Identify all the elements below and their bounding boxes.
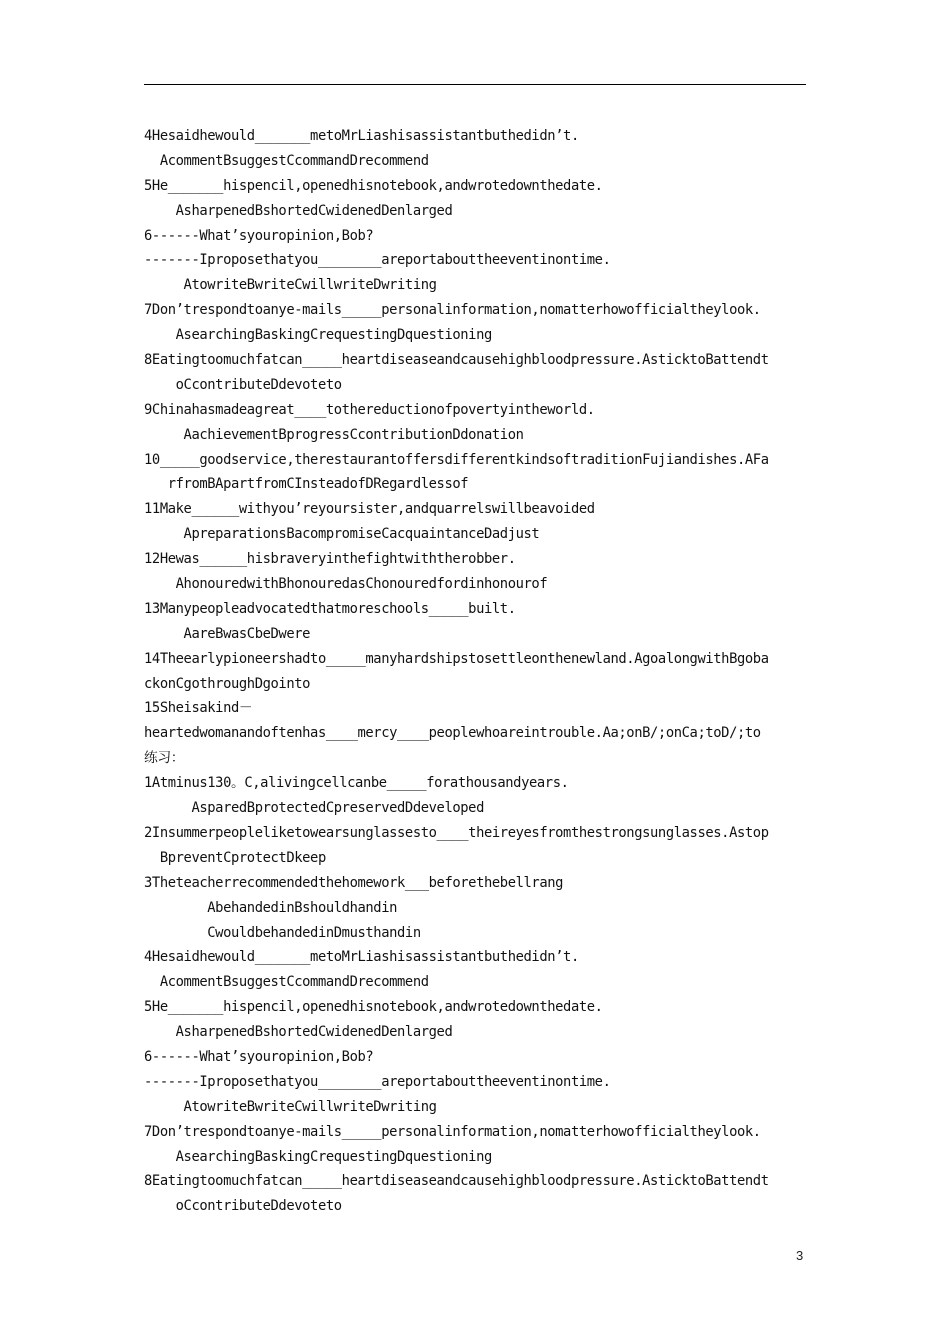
- text-line: 5He_______hispencil,openedhisnotebook,andwrotedownthedate.: [144, 177, 603, 194]
- text-line: 8Eatingtoomuchfatcan_____heartdiseaseandcausehighbloodpressure.AsticktoBattendt: [144, 1173, 769, 1190]
- text-line: 练习：: [144, 750, 185, 767]
- text-line: 4Hesaidhewould_______metoMrLiashisassistantbuthedidn’t.: [144, 128, 579, 144]
- text-line: BpreventCprotectDkeep: [144, 849, 326, 866]
- text-line: 4Hesaidhewould_______metoMrLiashisassistantbuthedidn’t.: [144, 949, 579, 966]
- text-line: AsharpenedBshortedCwidenedDenlarged: [144, 1024, 453, 1041]
- text-line: 8Eatingtoomuchfatcan_____heartdiseaseandcausehighbloodpressure.AsticktoBattendt: [144, 352, 769, 369]
- text-line: AachievementBprogressCcontributionDdonation: [144, 426, 524, 443]
- text-line: rfromBApartfromCInsteadofDRegardlessof: [144, 476, 469, 493]
- text-line: -------Iproposethatyou________areportabouttheeventinontime.: [144, 1073, 611, 1090]
- page-number: 3: [796, 1248, 804, 1263]
- text-line: 7Don’trespondtoanye-mails_____personalinformation,nomatterhowofficialtheylook.: [144, 1123, 761, 1140]
- exercise-content: [144, 124, 809, 1219]
- text-line: AcommentBsuggestCcommandDrecommend: [144, 974, 429, 991]
- text-line: oCcontributeDdevoteto: [144, 376, 342, 393]
- text-line: 5He_______hispencil,openedhisnotebook,andwrotedownthedate.: [144, 999, 603, 1016]
- text-line: AbehandedinBshouldhandin: [144, 899, 398, 916]
- text-line: 9Chinahasmadeagreat____tothereductionofpovertyintheworld.: [144, 401, 595, 418]
- text-line: 13Manypeopleadvocatedthatmoreschools_____built.: [144, 600, 516, 617]
- text-line: AtowriteBwriteCwillwriteDwriting: [144, 277, 437, 294]
- text-line: 12Hewas______hisbraveryinthefightwiththerobber.: [144, 551, 516, 568]
- text-line: 14Theearlypioneershadto_____manyhardshipstosettleonthenewland.AgoalongwithBgoba: [144, 650, 769, 667]
- text-line: ApreparationsBacompromiseCacquaintanceDadjust: [144, 526, 540, 543]
- text-line: CwouldbehandedinDmusthandin: [144, 924, 421, 941]
- text-line: AsharpenedBshortedCwidenedDenlarged: [144, 202, 453, 219]
- text-line: oCcontributeDdevoteto: [144, 1198, 342, 1215]
- text-line: 7Don’trespondtoanye-mails_____personalinformation,nomatterhowofficialtheylook.: [144, 302, 761, 319]
- text-line: 3Theteacherrecommendedthehomework___beforethebellrang: [144, 874, 564, 891]
- text-line: AtowriteBwriteCwillwriteDwriting: [144, 1098, 437, 1115]
- text-line: 10_____goodservice,therestaurantoffersdifferentkindsoftraditionFujiandishes.AFa: [144, 451, 769, 468]
- header-rule: [144, 84, 806, 85]
- text-line: 1Atminus130。C,alivingcellcanbe_____forathousandyears.: [144, 775, 569, 792]
- text-line: -------Iproposethatyou________areportabouttheeventinontime.: [144, 252, 611, 269]
- text-line: 2Insummerpeopleliketowearsunglassesto____theireyesfromthestrongsunglasses.Astop: [144, 824, 769, 841]
- text-line: heartedwomanandoftenhas____mercy____peoplewhoareintrouble.Aa;onB/;onCa;toD/;to: [144, 725, 761, 742]
- text-line: 6------What’syouropinion,Bob?: [144, 227, 374, 244]
- text-line: AsparedBprotectedCpreservedDdeveloped: [144, 800, 484, 817]
- text-line: ckonCgothroughDgointo: [144, 675, 311, 692]
- text-line: AareBwasCbeDwere: [144, 625, 311, 642]
- text-line: 6------What’syouropinion,Bob?: [144, 1048, 374, 1065]
- text-line: AhonouredwithBhonouredasChonouredfordinhonourof: [144, 576, 548, 593]
- text-line: AsearchingBaskingCrequestingDquestioning: [144, 327, 492, 344]
- text-line: 11Make______withyou’reyoursister,andquarrelswillbeavoided: [144, 501, 595, 518]
- text-line: AsearchingBaskingCrequestingDquestioning: [144, 1148, 492, 1165]
- text-line: 15Sheisakind－: [144, 700, 253, 717]
- text-line: AcommentBsuggestCcommandDrecommend: [144, 152, 429, 169]
